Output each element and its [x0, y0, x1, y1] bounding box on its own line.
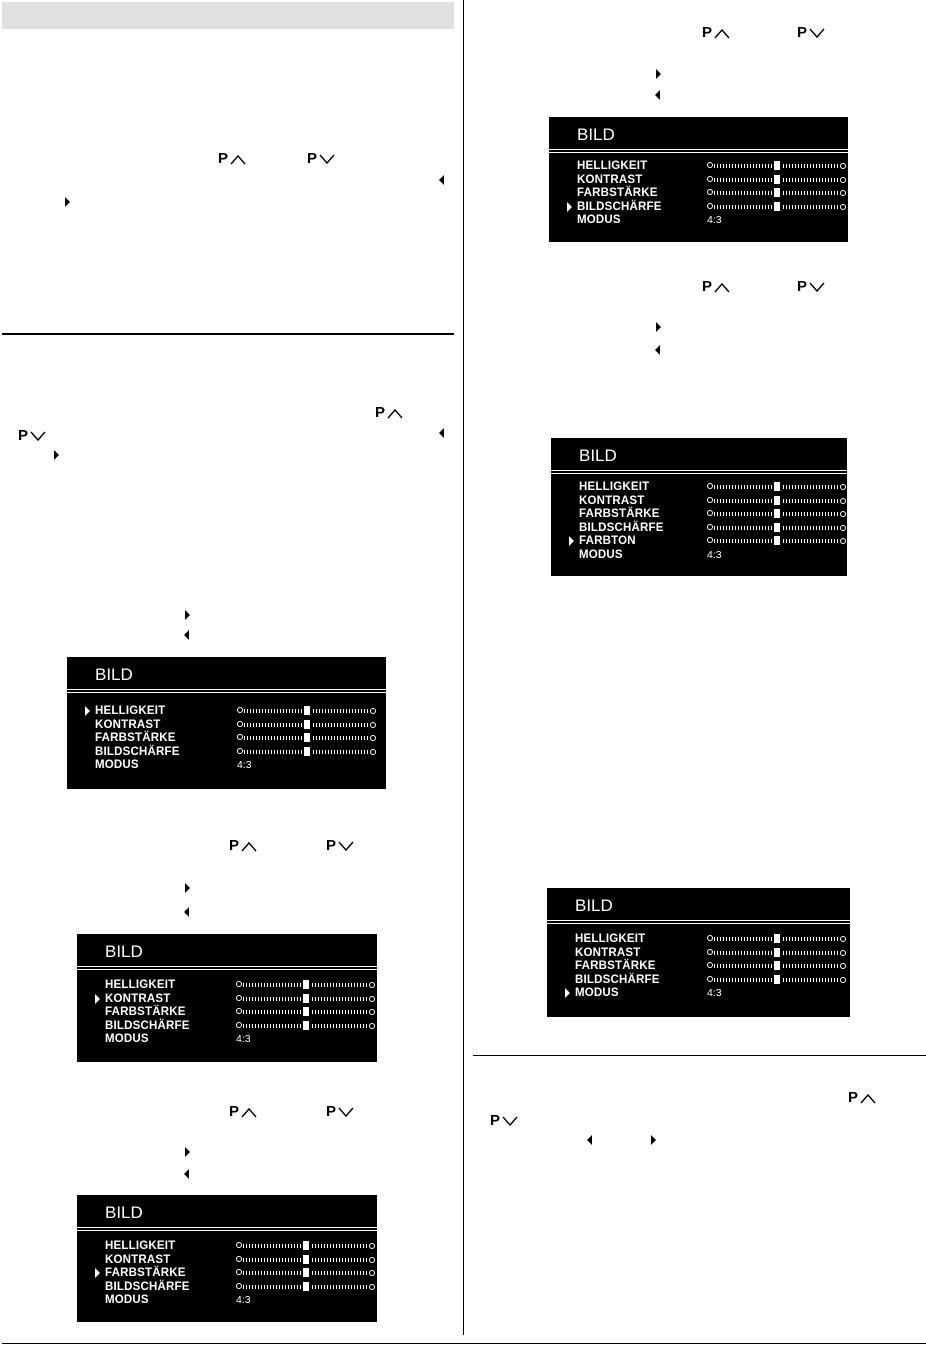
slider-knob[interactable]: [773, 948, 781, 957]
menu-item-helligkeit[interactable]: [77, 1239, 377, 1253]
menu-item-kontrast[interactable]: [77, 992, 377, 1006]
arrow-right-icon: [369, 995, 376, 1003]
level-slider[interactable]: [237, 721, 377, 729]
arrow-right-icon: [369, 1269, 376, 1277]
menu-item-farbstaerke[interactable]: [551, 507, 847, 521]
menu-item-label: MODUS: [579, 549, 623, 561]
chevron-down-icon: [502, 1116, 518, 1127]
menu-item-helligkeit[interactable]: [547, 932, 850, 946]
menu-title: BILD: [577, 125, 615, 144]
level-slider[interactable]: [707, 537, 847, 545]
triangle-right-icon: [651, 1135, 656, 1145]
menu-item-modus[interactable]: [77, 1032, 377, 1046]
arrow-right-icon: [370, 734, 377, 742]
level-slider[interactable]: [707, 949, 847, 957]
level-slider[interactable]: [236, 995, 376, 1003]
menu-item-label: BILDSCHÄRFE: [105, 1019, 190, 1032]
selection-cursor-icon: [567, 202, 572, 212]
p-down-key: [490, 1112, 518, 1130]
menu-item-label: FARBSTÄRKE: [95, 732, 176, 745]
slider-knob[interactable]: [773, 975, 781, 984]
p-key-letter: P: [797, 278, 808, 295]
menu-item-label: MODUS: [95, 759, 139, 772]
chevron-up-icon: [860, 1093, 876, 1104]
modus-value: 4:3: [707, 214, 722, 227]
selection-cursor-icon: [95, 994, 100, 1004]
chevron-down-icon: [319, 154, 335, 165]
menu-item-helligkeit[interactable]: [551, 480, 847, 494]
level-slider[interactable]: [236, 1256, 376, 1264]
menu-item-farbton[interactable]: [551, 534, 847, 548]
selection-cursor-icon: [569, 536, 574, 546]
chevron-down-icon: [338, 1107, 354, 1118]
menu-item-farbstaerke[interactable]: [549, 186, 848, 200]
menu-item-label: BILDSCHÄRFE: [579, 521, 664, 534]
selection-cursor-icon: [95, 1268, 100, 1278]
p-key-letter: P: [702, 278, 713, 295]
triangle-left-icon: [439, 175, 444, 185]
level-slider[interactable]: [707, 524, 847, 532]
slider-knob[interactable]: [302, 980, 310, 989]
level-slider[interactable]: [707, 976, 847, 984]
slider-knob[interactable]: [773, 536, 781, 545]
triangle-right-icon: [185, 610, 190, 620]
p-down-key: [326, 1103, 354, 1121]
chevron-up-icon: [714, 28, 730, 39]
triangle-right-icon: [65, 197, 70, 207]
menu-item-label: HELLIGKEIT: [575, 933, 646, 945]
level-slider[interactable]: [237, 748, 377, 756]
level-slider[interactable]: [236, 1283, 376, 1291]
menu-item-label: BILDSCHÄRFE: [575, 973, 660, 986]
menu-item-kontrast[interactable]: [551, 494, 847, 508]
menu-item-bildschaerfe[interactable]: [547, 973, 850, 987]
menu-item-label: HELLIGKEIT: [579, 481, 650, 493]
menu-item-farbstaerke[interactable]: [77, 1005, 377, 1019]
menu-item-helligkeit[interactable]: [549, 159, 848, 173]
arrow-right-icon: [840, 176, 847, 184]
menu-item-bildschaerfe[interactable]: [549, 200, 848, 214]
p-up-key: [229, 837, 257, 855]
arrow-right-icon: [840, 524, 847, 532]
arrow-right-icon: [840, 203, 847, 211]
triangle-left-icon: [184, 1169, 189, 1179]
chevron-down-icon: [338, 841, 354, 852]
menu-item-kontrast[interactable]: [67, 718, 386, 732]
menu-item-label: FARBSTÄRKE: [105, 1006, 186, 1019]
arrow-right-icon: [370, 707, 377, 715]
bild-menu-screen: [77, 934, 377, 1062]
slider-knob[interactable]: [773, 482, 781, 491]
p-key-letter: P: [375, 404, 386, 421]
menu-item-modus[interactable]: [67, 758, 386, 772]
p-key-letter: P: [702, 24, 713, 41]
p-up-key: [702, 24, 730, 42]
triangle-right-icon: [54, 450, 59, 460]
level-slider[interactable]: [237, 707, 377, 715]
level-slider[interactable]: [707, 176, 847, 184]
slider-knob[interactable]: [303, 720, 311, 729]
menu-divider: [67, 692, 386, 693]
arrow-right-icon: [840, 962, 847, 970]
slider-knob[interactable]: [773, 509, 781, 518]
slider-knob[interactable]: [302, 1007, 310, 1016]
menu-item-bildschaerfe[interactable]: [77, 1019, 377, 1033]
slider-knob[interactable]: [303, 747, 311, 756]
slider-knob[interactable]: [773, 161, 781, 170]
selection-cursor-icon: [565, 988, 570, 998]
menu-divider: [549, 149, 848, 150]
menu-divider: [551, 473, 847, 474]
level-slider[interactable]: [707, 189, 847, 197]
chevron-down-icon: [809, 282, 825, 293]
modus-value: 4:3: [236, 1294, 251, 1307]
p-up-key: [375, 404, 403, 422]
bild-menu-screen: [67, 657, 386, 789]
level-slider[interactable]: [236, 1269, 376, 1277]
arrow-right-icon: [840, 497, 847, 505]
menu-divider: [77, 1227, 377, 1228]
menu-item-label: KONTRAST: [575, 946, 641, 959]
bild-menu-screen: [551, 438, 847, 576]
right-section-divider: [473, 1055, 926, 1056]
p-key-letter: P: [848, 1089, 859, 1106]
menu-divider: [67, 689, 386, 690]
selection-cursor-icon: [85, 706, 90, 716]
arrow-right-icon: [369, 1008, 376, 1016]
arrow-right-icon: [369, 1283, 376, 1291]
menu-item-bildschaerfe[interactable]: [77, 1280, 377, 1294]
p-key-letter: P: [797, 24, 808, 41]
slider-knob[interactable]: [773, 961, 781, 970]
arrow-right-icon: [840, 189, 847, 197]
p-down-key: [326, 837, 354, 855]
triangle-left-icon: [184, 907, 189, 917]
menu-divider: [547, 920, 850, 921]
menu-item-label: FARBSTÄRKE: [577, 187, 658, 200]
level-slider[interactable]: [707, 497, 847, 505]
menu-divider: [77, 1230, 377, 1231]
p-down-key: [18, 427, 46, 445]
section-header-band: [2, 2, 454, 29]
p-key-letter: P: [490, 1112, 501, 1129]
menu-title: BILD: [579, 446, 617, 465]
menu-item-label: BILDSCHÄRFE: [95, 745, 180, 758]
arrow-right-icon: [370, 721, 377, 729]
menu-item-farbstaerke[interactable]: [77, 1266, 377, 1280]
p-key-letter: P: [326, 837, 337, 854]
level-slider[interactable]: [237, 734, 377, 742]
slider-knob[interactable]: [302, 1241, 310, 1250]
menu-item-label: KONTRAST: [577, 173, 643, 186]
menu-item-modus[interactable]: [549, 213, 848, 227]
slider-knob[interactable]: [773, 496, 781, 505]
level-slider[interactable]: [236, 1022, 376, 1030]
arrow-right-icon: [369, 1242, 376, 1250]
menu-title: BILD: [95, 665, 133, 684]
triangle-right-icon: [656, 322, 661, 332]
slider-knob[interactable]: [773, 523, 781, 532]
menu-title: BILD: [575, 896, 613, 915]
chevron-down-icon: [809, 28, 825, 39]
menu-item-farbstaerke[interactable]: [67, 731, 386, 745]
arrow-right-icon: [840, 162, 847, 170]
menu-item-label: FARBSTÄRKE: [575, 960, 656, 973]
menu-item-label: FARBTON: [579, 535, 636, 548]
chevron-up-icon: [230, 154, 246, 165]
p-up-key: [848, 1089, 876, 1107]
column-divider: [463, 0, 464, 1335]
menu-item-label: FARBSTÄRKE: [579, 508, 660, 521]
p-down-key: [797, 278, 825, 296]
slider-knob[interactable]: [302, 1255, 310, 1264]
modus-value: 4:3: [237, 759, 252, 772]
bild-menu-screen: [549, 117, 848, 242]
menu-item-label: MODUS: [105, 1294, 149, 1307]
level-slider[interactable]: [236, 981, 376, 989]
level-slider[interactable]: [707, 962, 847, 970]
triangle-left-icon: [587, 1135, 592, 1145]
menu-item-kontrast[interactable]: [549, 173, 848, 187]
menu-divider: [77, 966, 377, 967]
slider-knob[interactable]: [302, 1282, 310, 1291]
menu-item-kontrast[interactable]: [77, 1253, 377, 1267]
slider-knob[interactable]: [303, 706, 311, 715]
arrow-right-icon: [840, 976, 847, 984]
p-key-letter: P: [229, 1103, 240, 1120]
modus-value: 4:3: [236, 1033, 251, 1046]
menu-item-label: KONTRAST: [95, 718, 161, 731]
arrow-right-icon: [840, 510, 847, 518]
p-up-key: [229, 1103, 257, 1121]
menu-divider: [77, 969, 377, 970]
p-up-key: [218, 150, 246, 168]
triangle-left-icon: [439, 428, 444, 438]
menu-item-label: BILDSCHÄRFE: [577, 200, 662, 213]
slider-knob[interactable]: [303, 733, 311, 742]
menu-item-helligkeit[interactable]: [77, 978, 377, 992]
page-bottom-rule: [2, 1343, 926, 1344]
arrow-right-icon: [840, 483, 847, 491]
triangle-right-icon: [656, 69, 661, 79]
slider-knob[interactable]: [773, 202, 781, 211]
chevron-up-icon: [714, 282, 730, 293]
arrow-right-icon: [840, 949, 847, 957]
menu-item-label: HELLIGKEIT: [95, 705, 166, 717]
p-key-letter: P: [229, 837, 240, 854]
menu-item-label: MODUS: [575, 987, 619, 1000]
menu-title: BILD: [105, 942, 143, 961]
menu-item-label: MODUS: [105, 1033, 149, 1046]
modus-value: 4:3: [707, 987, 722, 1000]
triangle-left-icon: [655, 90, 660, 100]
chevron-down-icon: [30, 431, 46, 442]
bild-menu-screen: [547, 888, 850, 1017]
menu-item-label: BILDSCHÄRFE: [105, 1280, 190, 1293]
slider-knob[interactable]: [773, 188, 781, 197]
arrow-right-icon: [840, 935, 847, 943]
p-key-letter: P: [326, 1103, 337, 1120]
level-slider[interactable]: [707, 510, 847, 518]
menu-item-modus[interactable]: [77, 1293, 377, 1307]
menu-item-label: FARBSTÄRKE: [105, 1267, 186, 1280]
p-key-letter: P: [18, 427, 29, 444]
menu-item-label: KONTRAST: [105, 1253, 171, 1266]
slider-knob[interactable]: [302, 994, 310, 1003]
menu-divider: [547, 923, 850, 924]
bild-menu-screen: [77, 1195, 377, 1322]
arrow-right-icon: [840, 537, 847, 545]
triangle-left-icon: [655, 345, 660, 355]
level-slider[interactable]: [707, 935, 847, 943]
menu-item-modus[interactable]: [547, 986, 850, 1000]
slider-knob[interactable]: [302, 1268, 310, 1277]
menu-item-label: HELLIGKEIT: [577, 160, 648, 172]
slider-knob[interactable]: [773, 175, 781, 184]
triangle-right-icon: [185, 883, 190, 893]
menu-divider: [551, 470, 847, 471]
p-key-letter: P: [218, 150, 229, 167]
p-down-key: [307, 150, 335, 168]
arrow-right-icon: [369, 981, 376, 989]
p-up-key: [702, 278, 730, 296]
menu-item-bildschaerfe[interactable]: [67, 745, 386, 759]
menu-item-label: MODUS: [577, 214, 621, 227]
triangle-right-icon: [185, 1147, 190, 1157]
menu-item-label: KONTRAST: [105, 992, 171, 1005]
slider-knob[interactable]: [302, 1021, 310, 1030]
slider-knob[interactable]: [773, 934, 781, 943]
menu-item-label: HELLIGKEIT: [105, 1240, 176, 1252]
menu-item-bildschaerfe[interactable]: [551, 521, 847, 535]
level-slider[interactable]: [236, 1008, 376, 1016]
level-slider[interactable]: [707, 203, 847, 211]
arrow-right-icon: [370, 748, 377, 756]
level-slider[interactable]: [236, 1242, 376, 1250]
arrow-right-icon: [369, 1256, 376, 1264]
level-slider[interactable]: [707, 483, 847, 491]
left-section-divider: [2, 333, 454, 335]
p-key-letter: P: [307, 150, 318, 167]
menu-item-helligkeit[interactable]: [67, 704, 386, 718]
menu-item-farbstaerke[interactable]: [547, 959, 850, 973]
menu-item-modus[interactable]: [551, 548, 847, 562]
menu-title: BILD: [105, 1203, 143, 1222]
p-down-key: [797, 24, 825, 42]
arrow-right-icon: [369, 1022, 376, 1030]
modus-value: 4:3: [707, 549, 722, 561]
menu-divider: [549, 152, 848, 153]
menu-item-kontrast[interactable]: [547, 946, 850, 960]
triangle-left-icon: [184, 630, 189, 640]
chevron-up-icon: [387, 408, 403, 419]
chevron-up-icon: [241, 841, 257, 852]
menu-item-label: KONTRAST: [579, 494, 645, 507]
level-slider[interactable]: [707, 162, 847, 170]
menu-item-label: HELLIGKEIT: [105, 979, 176, 991]
chevron-up-icon: [241, 1107, 257, 1118]
